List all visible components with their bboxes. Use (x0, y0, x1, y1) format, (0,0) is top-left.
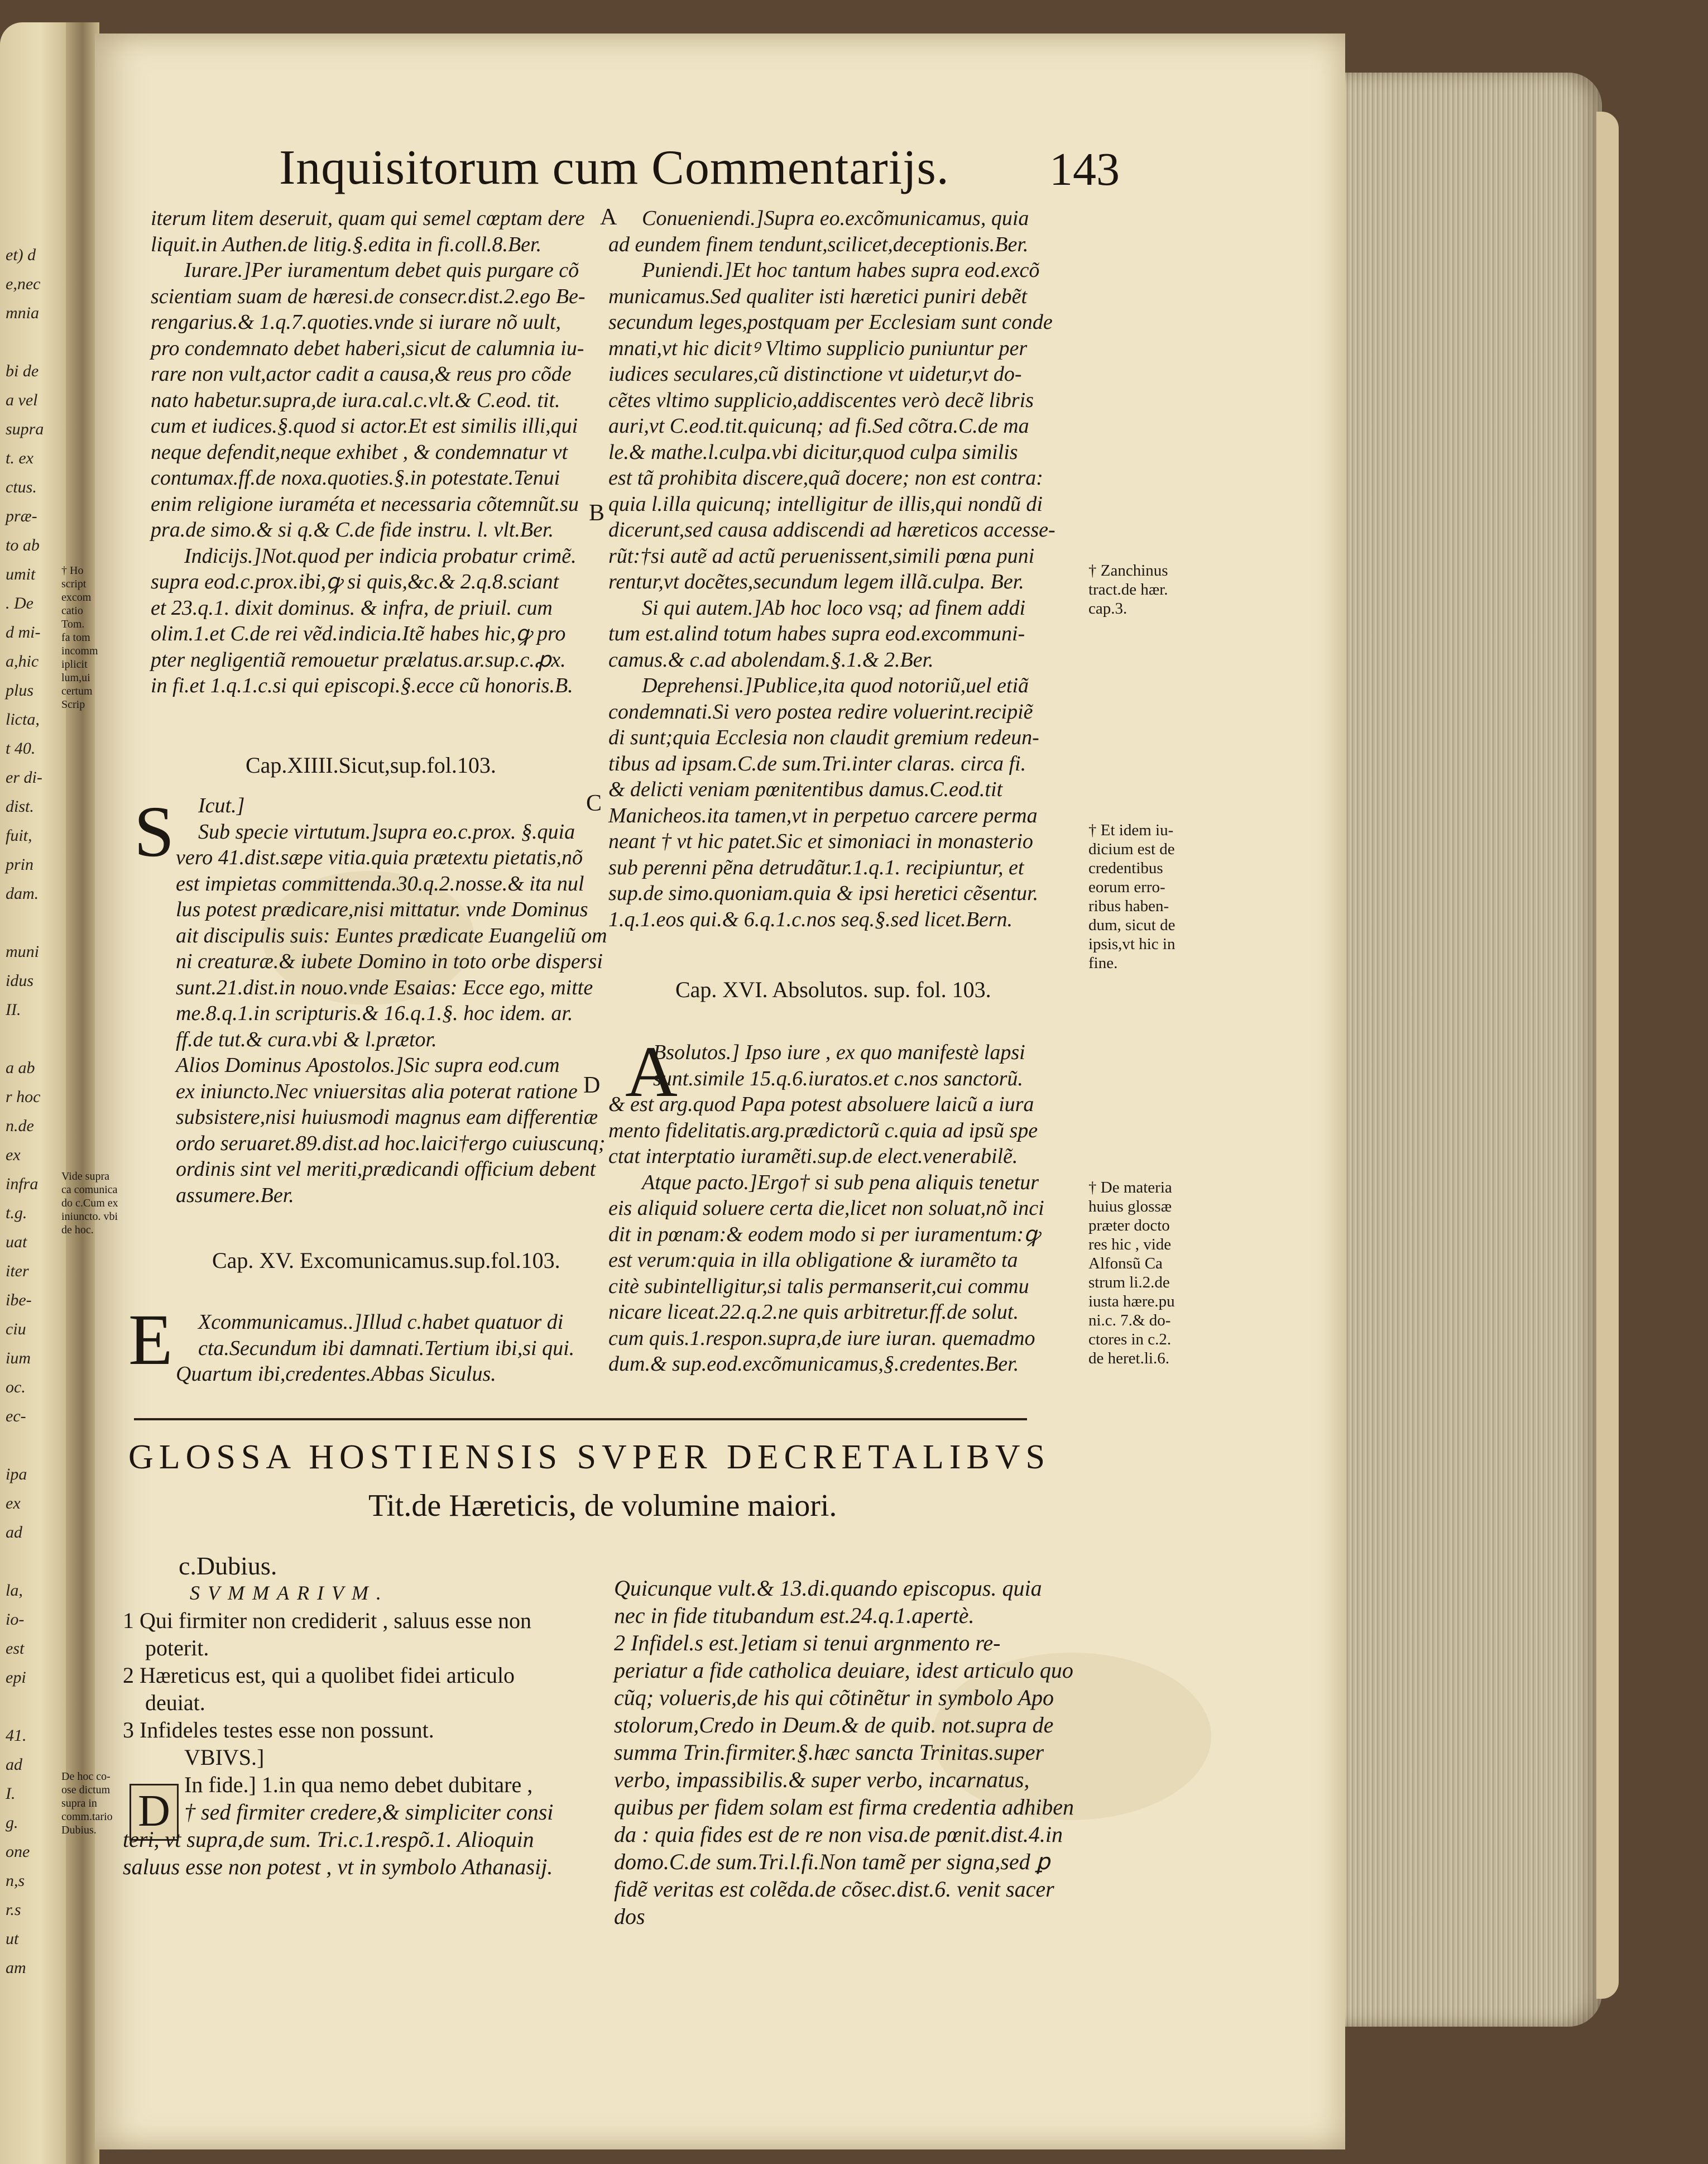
text-line: contumax.ff.de noxa.quoties.§.in potestate.Tenui (151, 466, 560, 490)
left-page-fragment: supra (6, 420, 44, 438)
chapter-heading-14-wrap (179, 736, 496, 796)
text-line: mento fidelitatis.arg.prædictorũ c.quia ad ipsũ spe (608, 1118, 1038, 1142)
text-line: neque defendit,neque exhibet , & condemnatur vt (151, 440, 568, 464)
text-line: stolorum,Credo in Deum.& de quib. not.supra de (614, 1712, 1054, 1737)
text-line: lum,ui (61, 672, 90, 684)
text-line: Alios Dominus Apostolos.]Sic supra eod.cum (176, 1054, 560, 1077)
left-page-fragment: umit (6, 565, 36, 583)
text-line: auri,vt C.eod.tit.quicunq; ad fi.Sed cõtra.C.de ma (608, 414, 1029, 438)
left-page-fragment: ctus. (6, 478, 37, 496)
left-page-fragment: dist. (6, 797, 34, 816)
left-page-fragment: a ab (6, 1059, 35, 1077)
text-line: 2 Infidel.s est.]etiam si tenui argnmento re- (614, 1630, 1001, 1655)
text-line: ipsis,vt hic in (1088, 935, 1176, 953)
text-line: cum et iudices.§.quod si actor.Et est similis illi,qui (151, 414, 578, 438)
text-line: ose dictum (61, 1784, 111, 1796)
text-line: quia l.illa quicunq; intelligitur de illis,qui nondũ di (608, 492, 1043, 516)
text-line: cap.3. (1088, 600, 1128, 617)
text-line: VBIVS.] (184, 1745, 265, 1770)
left-page-fragment: t.g. (6, 1204, 27, 1222)
text-line: Puniendi.]Et hoc tantum habes supra eod.excõ (642, 258, 1040, 282)
text-line: Deprehensi.]Publice,ita quod notoriũ,uel etiã (642, 674, 1029, 697)
text-line: Alfonsũ Ca (1088, 1255, 1163, 1272)
text-line: pra.de simo.& si q.& C.de fide instru. l. vlt.Ber. (151, 518, 554, 542)
text-line: Icut.] (198, 794, 245, 817)
text-line: fa tom (61, 631, 90, 644)
left-page-fragment: t. ex (6, 449, 33, 467)
text-line: neant † vt hic patet.Sic et simoniaci in monasterio (608, 830, 1033, 853)
text-line: iusta hære.pu (1088, 1292, 1175, 1310)
text-line: sup.de simo.quoniam.quia & ipsi heretici cẽsentur. (608, 882, 1039, 905)
text-line: excom (61, 591, 92, 604)
text-line: ex iniuncto.Nec vniuersitas alia poterat ratione (176, 1079, 578, 1103)
text-line: ctat interptatio iuramẽti.sup.de elect.venerabilẽ. (608, 1145, 1018, 1168)
text-line: Sub specie virtutum.]supra eo.c.prox. §.quia (198, 820, 575, 844)
left-page-note (61, 1170, 118, 1237)
text-line: iudices seculares,cũ distinctione vt uidetur,vt do- (608, 362, 1022, 386)
left-page-fragment: idus (6, 971, 34, 990)
glossa-column-right (614, 1574, 1074, 1930)
text-line: c.Dubius. (179, 1552, 277, 1580)
text-line: 3 Infideles testes esse non possunt. (123, 1717, 434, 1742)
text-line: præter docto (1088, 1217, 1170, 1234)
left-page-fragment: n.de (6, 1117, 34, 1135)
text-line: ordo seruaret.89.dist.ad hoc.laici†ergo cuiuscunq; (176, 1131, 606, 1155)
commentary-column-left-middle (176, 793, 607, 1208)
commentary-column-left-bottom (176, 1309, 574, 1387)
left-page-fragment: a vel (6, 391, 38, 409)
text-line: secundum leges,postquam per Ecclesiam sunt conde (608, 310, 1053, 334)
text-line: cẽtes vltimo supplicio,addiscentes verò decẽ libris (608, 388, 1034, 412)
margin-note-materia (1088, 1178, 1175, 1368)
left-page-fragment: mnia (6, 304, 39, 322)
text-line: dos (614, 1904, 645, 1929)
left-page-fragment: est (6, 1639, 25, 1658)
text-line: Xcommunicamus..]Illud c.habet quatuor di (198, 1310, 564, 1334)
text-line: pro condemnato debet haberi,sicut de calumnia iu- (151, 336, 584, 360)
text-line: 2 Hæreticus est, qui a quolibet fidei articulo (123, 1663, 515, 1688)
margin-note-zanchinus (1088, 561, 1168, 618)
section-rule (134, 1418, 1027, 1420)
section-subtitle: Tit.de Hæreticis, de volumine maiori. (368, 1488, 837, 1523)
text-line: 1.q.1.eos qui.& 6.q.1.c.nos seq.§.sed licet.Bern. (608, 907, 1013, 931)
left-page-fragment: et) d (6, 246, 36, 264)
glossa-column-left (123, 1552, 553, 1880)
text-line: enim religione iuraméta et necessaria cõtemnũt.su (151, 492, 579, 516)
text-line: sunt.simile 15.q.6.iuratos.et c.nos sanctorũ. (653, 1066, 1023, 1090)
left-page-fragment: ex (6, 1146, 21, 1164)
text-line: credentibus (1088, 859, 1163, 877)
text-line: cta.Secundum ibi damnati.Tertium ibi,si qui. (198, 1336, 575, 1360)
text-line: ribus haben- (1088, 897, 1169, 915)
text-line: nicare liceat.22.q.2.ne quis arbitretur.ff.de solut. (608, 1300, 1019, 1324)
text-line: de hoc. (61, 1224, 94, 1236)
left-page-fragment: e,nec (6, 275, 41, 293)
text-line: tibus ad ipsam.C.de sum.Tri.inter claras. circa fi. (608, 751, 1026, 775)
left-page-fragment: ipa (6, 1465, 27, 1483)
left-page-fragment: r hoc (6, 1088, 41, 1106)
book-cover-edge (1596, 112, 1619, 1999)
left-page-note (61, 564, 98, 711)
book-gutter (66, 22, 99, 2164)
left-page-fragment: io- (6, 1610, 25, 1629)
text-line: vero 41.dist.sæpe vitia.quia prætextu pietatis,nõ (176, 846, 583, 869)
text-line: † Zanchinus (1088, 562, 1168, 580)
left-page-fragment: præ- (6, 507, 37, 525)
text-line: subsistere,nisi huiusmodi magnus eam differentiæ (176, 1105, 598, 1129)
text-line: olim.1.et C.de rei vẽd.indicia.Itẽ habes hic,ꝙ pro (151, 622, 566, 645)
text-line: In fide.] 1.in qua nemo debet dubitare , (184, 1772, 533, 1797)
text-line: Atque pacto.]Ergo† si sub pena aliquis tenetur (642, 1170, 1039, 1194)
left-page-fragment: dam. (6, 884, 39, 903)
left-page-fragment: r.s (6, 1900, 21, 1919)
text-line: Vide supra (61, 1170, 109, 1182)
text-line: ad eundem finem tendunt,scilicet,deceptionis.Ber. (608, 232, 1029, 256)
chapter-heading: Cap. XV. Excomunicamus.sup.fol.103. (212, 1248, 560, 1273)
left-page-fragment: to ab (6, 536, 40, 554)
left-page-fragment: . De (6, 594, 33, 612)
left-page-fragment: ex (6, 1494, 21, 1512)
drop-cap-s: S (134, 792, 175, 872)
left-page-fragment: ad (6, 1523, 22, 1541)
text-line: tract.de hær. (1088, 581, 1168, 599)
text-line: scientiam suam de hæresi.de consecr.dist.2.ego Be- (151, 284, 586, 308)
text-line: sub perenni pẽna detrudãtur.1.q.1. recipiuntur, et (608, 855, 1024, 879)
text-line: est impietas committenda.30.q.2.nosse.& ita nul (176, 872, 584, 896)
text-line: condemnati.Si vero postea redire voluerint.recipiẽ (608, 700, 1033, 724)
section-marker-b: B (589, 500, 605, 526)
text-line: cũq; volueris,de his qui cõtinẽtur in symbolo Apo (614, 1685, 1054, 1710)
running-head: Inquisitorum cum Commentarijs. (279, 141, 949, 195)
text-line: dum.& sup.eod.excõmunicamus,§.credentes.Ber. (608, 1352, 1019, 1376)
left-page-fragment: t 40. (6, 739, 36, 758)
margin-note-idem (1088, 821, 1175, 973)
text-line: comm.tario (61, 1811, 113, 1823)
text-line: iterum litem deseruit, quam qui semel cœptam dere (151, 207, 585, 230)
text-line: rare non vult,actor cadit a causa,& reus pro cõde (151, 362, 572, 386)
section-marker-a: A (600, 204, 617, 230)
drop-cap-e: E (128, 1300, 173, 1380)
left-page-fragment: a,hic (6, 652, 39, 671)
text-line: res hic , vide (1088, 1236, 1172, 1253)
left-page-fragment: bi de (6, 362, 39, 380)
left-page-fragment: iter (6, 1262, 29, 1280)
text-line: ait discipulis suis: Euntes prædicate Euangeliũ om (176, 923, 607, 947)
commentary-column-right-bottom (608, 1040, 1044, 1377)
text-line: citè subintelligitur,si talis permanserit,cui commu (608, 1274, 1029, 1298)
text-line: di sunt;quia Ecclesia non claudit gremium redeun- (608, 726, 1039, 749)
left-page-fragment: oc. (6, 1378, 26, 1396)
text-line: dit in pœnam:& eodem modo si per iuramentum:ꝙ (608, 1222, 1040, 1246)
text-line: certum (61, 685, 93, 697)
text-line: de heret.li.6. (1088, 1349, 1169, 1367)
text-line: † Et idem iu- (1088, 821, 1174, 839)
book-fore-edge (1334, 73, 1602, 2027)
left-page-fragment: 41. (6, 1726, 27, 1745)
left-page-fragment: ut (6, 1930, 19, 1948)
left-page-fragment: d mi- (6, 623, 41, 641)
text-line: † Ho (61, 564, 84, 577)
text-line: domo.C.de sum.Tri.l.fi.Non tamẽ per signa,sed ꝑ (614, 1849, 1050, 1874)
text-line: supra in (61, 1797, 97, 1809)
text-line: municamus.Sed qualiter isti hæretici puniri debẽt (608, 284, 1028, 308)
left-page-fragment: la, (6, 1581, 23, 1600)
text-line: strum li.2.de (1088, 1273, 1170, 1291)
text-line: De hoc co- (61, 1770, 111, 1783)
text-line: est tã prohibita discere,quã docere; non est contra: (608, 466, 1043, 490)
text-line: † De materia (1088, 1179, 1172, 1196)
text-line: dum, sicut de (1088, 916, 1176, 934)
chapter-heading-16-wrap (608, 960, 991, 1020)
commentary-column-right (608, 205, 1055, 932)
text-line: catio (61, 605, 83, 617)
text-line: pter negligentiã remouetur prælatus.ar.sup.c.ꝓx. (151, 648, 566, 672)
text-line: script (61, 578, 87, 590)
commentary-column-left (151, 205, 586, 699)
left-page-fragment: fuit, (6, 826, 32, 845)
left-page-fragment: plus (6, 681, 34, 700)
left-page-fragment: muni (6, 942, 39, 961)
text-line: 1 Qui firmiter non crediderit , saluus esse non (123, 1608, 532, 1633)
text-line: † sed firmiter credere,& simpliciter consi (184, 1799, 554, 1825)
text-line: le.& mathe.l.culpa.vbi dicitur,quod culpa similis (608, 440, 1018, 464)
text-line: fine. (1088, 954, 1118, 972)
text-line: liquit.in Authen.de litig.§.edita in fi.coll.8.Ber. (151, 232, 542, 256)
left-page-fragment: one (6, 1842, 30, 1861)
text-line: iplicit (61, 658, 88, 671)
text-line: incomm (61, 645, 98, 657)
left-page-fragment: ibe- (6, 1291, 32, 1309)
text-line: me.8.q.1.in scripturis.& 16.q.1.§. hoc idem. ar. (176, 1002, 573, 1025)
text-line: Quicunque vult.& 13.di.quando episcopus. quia (614, 1576, 1042, 1601)
text-line: sunt.21.dist.in nouo.vnde Esaias: Ecce ego, mitte (176, 975, 593, 999)
text-line: ni creaturæ.& iubete Domino in toto orbe dispersi (176, 950, 603, 973)
text-line: da : quia fides est de re non visa.de pœnit.dist.4.in (614, 1822, 1063, 1847)
text-line: huius glossæ (1088, 1198, 1172, 1215)
text-line: assumere.Ber. (176, 1183, 294, 1207)
text-line: et 23.q.1. dixit dominus. & infra, de priuil. cum (151, 596, 553, 620)
text-line: iniuncto. vbi (61, 1210, 118, 1223)
text-line: Indicijs.]Not.quod per indicia probatur crimẽ. (184, 544, 577, 568)
left-page-fragment: uat (6, 1233, 27, 1251)
left-page-fragment: n,s (6, 1871, 25, 1890)
text-line: supra eod.c.prox.ibi,ꝙ si quis,&c.& 2.q.8.sciant (151, 570, 559, 593)
text-line: eis aliquid soluere certa die,licet non soluat,nõ inci (608, 1196, 1044, 1220)
text-line: & est arg.quod Papa potest absoluere laicũ a iura (608, 1093, 1034, 1116)
text-line: est verum:quia in illa obligatione & iuramẽto ta (608, 1248, 1018, 1272)
text-line: Quartum ibi,credentes.Abbas Siculus. (176, 1362, 496, 1386)
text-line: dicerunt,sed causa addiscendi ad hæreticos accesse- (608, 518, 1055, 542)
text-line: Manicheos.ita tamen,vt in perpetuo carcere perma (608, 803, 1038, 827)
text-line: ca comunica (61, 1184, 118, 1196)
text-line: rũt:†si autẽ ad actũ peruenissent,simili pœna puni (608, 544, 1035, 568)
text-line: periatur a fide catholica deuiare, idest articulo quo (614, 1658, 1073, 1683)
left-page-fragment: er di- (6, 768, 42, 787)
text-line: dicium est de (1088, 840, 1175, 858)
section-title: GLOSSA HOSTIENSIS SVPER DECRETALIBVS (128, 1438, 1051, 1476)
chapter-heading-15-wrap (145, 1231, 560, 1291)
decorated-initial-d: D (129, 1784, 179, 1841)
text-line: mnati,vt hic dicitꝰ Vltimo supplicio puniuntur per (608, 336, 1028, 360)
text-line: SVMMARIVM. (190, 1582, 389, 1604)
left-page-fragment: epi (6, 1668, 26, 1687)
text-line: nato habetur.supra,de iura.cal.c.vlt.& C.eod. tit. (151, 388, 560, 412)
left-page-fragment: infra (6, 1175, 39, 1193)
page-number: 143 (1049, 143, 1120, 195)
text-line: nec in fide titubandum est.24.q.1.apertè. (614, 1603, 975, 1628)
drop-cap-a: A (625, 1032, 678, 1112)
left-page-fragment: ec- (6, 1407, 26, 1425)
text-line: Bsolutos.] Ipso iure , ex quo manifestè lapsi (653, 1041, 1025, 1064)
text-line: poterit. (145, 1635, 209, 1660)
chapter-heading: Cap. XVI. Absolutos. sup. fol. 103. (675, 977, 991, 1002)
text-line: rengarius.& 1.q.7.quoties.vnde si iurare nõ uult, (151, 310, 561, 334)
left-page-fragment: am (6, 1959, 26, 1977)
text-line: Tom. (61, 618, 85, 630)
text-line: saluus esse non potest , vt in symbolo Athanasij. (123, 1854, 553, 1879)
text-line: tum est.alind totum habes supra eod.excommuni- (608, 622, 1025, 645)
left-page-fragment: g. (6, 1813, 18, 1832)
left-page-fragment: ad (6, 1755, 22, 1774)
left-page-fragment: ciu (6, 1320, 26, 1338)
text-line: Conueniendi.]Supra eo.excõmunicamus, quia (642, 207, 1029, 230)
text-line: ni.c. 7.& do- (1088, 1311, 1171, 1329)
text-line: Iurare.]Per iuramentum debet quis purgare cõ (184, 258, 579, 282)
left-page-fragment: ium (6, 1349, 31, 1367)
text-line: in fi.et 1.q.1.c.si qui episcopi.§.ecce cũ honoris.B. (151, 674, 573, 697)
text-line: ordinis sint vel meriti,prædicandi officium debent (176, 1157, 596, 1181)
text-line: fidẽ veritas est colẽda.de cõsec.dist.6. venit sacer (614, 1876, 1054, 1902)
section-marker-d: D (583, 1073, 601, 1098)
text-line: eorum erro- (1088, 878, 1165, 896)
text-line: ctores in c.2. (1088, 1330, 1172, 1348)
text-line: do c.Cum ex (61, 1197, 118, 1209)
chapter-heading: Cap.XIIII.Sicut,sup.fol.103. (246, 753, 496, 778)
text-line: lus potest prædicare,nisi mittatur. vnde Dominus (176, 898, 588, 921)
text-line: quibus per fidem solam est firma credentia adhiben (614, 1794, 1074, 1820)
text-line: cum quis.1.respon.supra,de iure iuran. quemadmo (608, 1326, 1035, 1350)
left-page-fragment: I. (6, 1784, 16, 1803)
text-line: verbo, impassibilis.& super verbo, incarnatus, (614, 1767, 1030, 1792)
text-line: Si qui autem.]Ab hoc loco vsq; ad finem addi (642, 596, 1026, 620)
text-line: & delicti veniam pœnitentibus damus.C.eod.tit (608, 778, 1003, 801)
text-line: deuiat. (145, 1690, 205, 1715)
text-line: ff.de tut.& cura.vbi & l.prætor. (176, 1027, 437, 1051)
text-line: Scrip (61, 698, 85, 711)
left-page-fragment: licta, (6, 710, 40, 729)
text-line: rentur,vt docẽtes,secundum legem illã.culpa. Ber. (608, 570, 1024, 593)
left-page-note (61, 1770, 113, 1837)
section-marker-c: C (586, 791, 602, 816)
left-page-fragment: prin (6, 855, 34, 874)
text-line: camus.& c.ad abolendam.§.1.& 2.Ber. (608, 648, 934, 672)
left-page-fragment: II. (6, 1000, 21, 1019)
text-line: Dubius. (61, 1824, 97, 1836)
text-line: teri, vt supra,de sum. Tri.c.1.respõ.1. Alioquin (123, 1827, 534, 1852)
text-line: summa Trin.firmiter.§.hæc sancta Trinitas.super (614, 1740, 1044, 1765)
